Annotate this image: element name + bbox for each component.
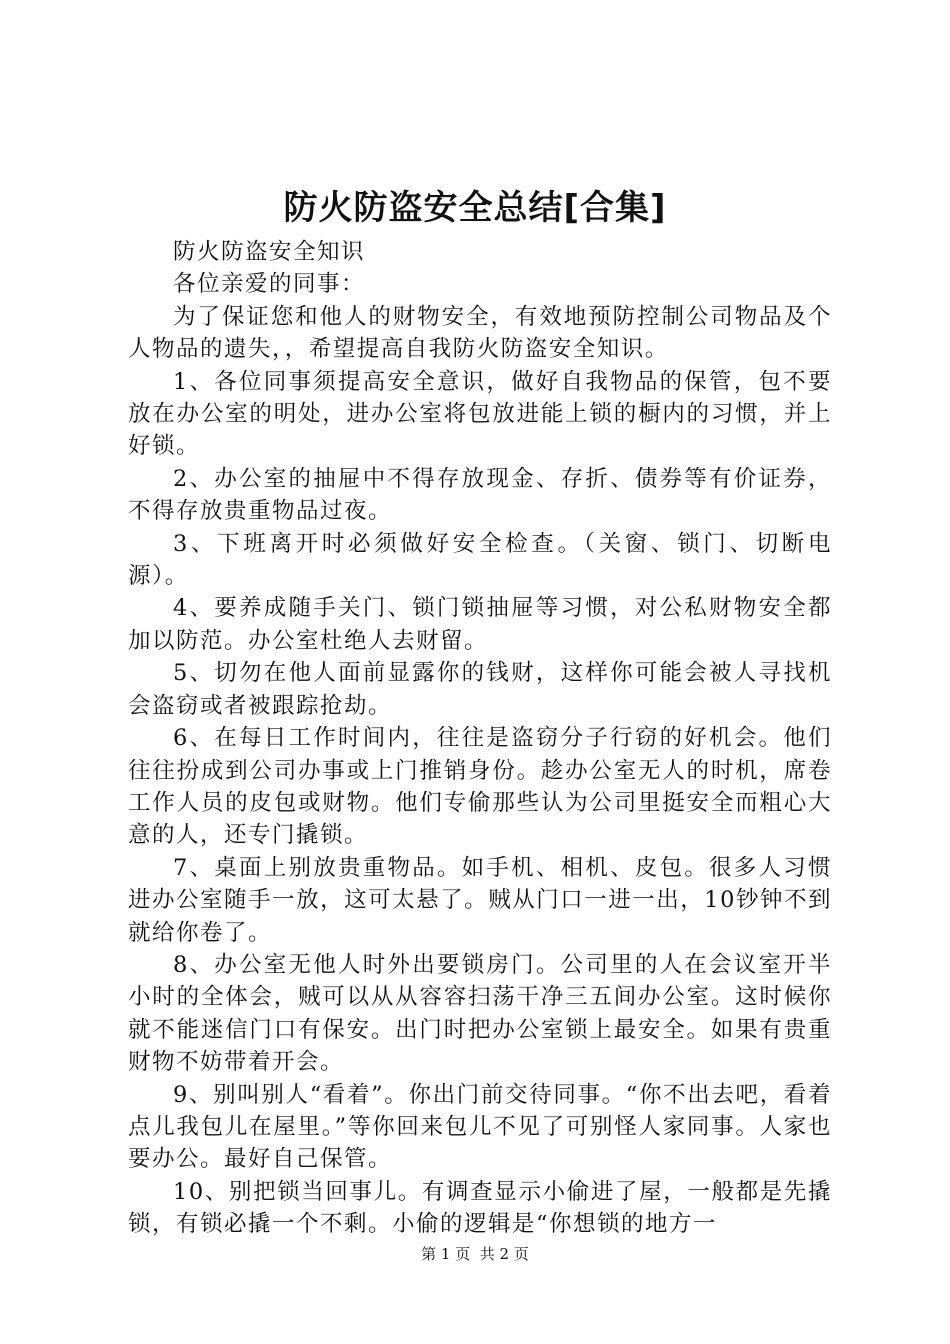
paragraph-item-7: 7、桌面上别放贵重物品。如手机、相机、皮包。很多人习惯进办公室随手一放，这可太悬了。贼从门口一进一出，10钞钟不到就给你卷了。 bbox=[128, 854, 832, 946]
paragraph-item-10: 10、别把锁当回事儿。有调查显示小偷进了屋，一般都是先撬锁，有锁必撬一个不剩。小偷的逻辑是“你想锁的地方一 bbox=[128, 1178, 832, 1238]
paragraph-item-9: 9、别叫别人“看着”。你出门前交待同事。“你不出去吧，看着点儿我包儿在屋里。”等你回来包儿不见了可别怪人家同事。人家也要办公。最好自己保管。 bbox=[128, 1081, 832, 1173]
paragraph-greeting: 各位亲爱的同事： bbox=[173, 271, 366, 298]
paragraph-item-2: 2、办公室的抽屉中不得存放现金、存折、债券等有价证券，不得存放贵重物品过夜。 bbox=[128, 465, 832, 525]
page-total: 共 2 页 bbox=[479, 1245, 529, 1263]
paragraph-item-8: 8、办公室无他人时外出要锁房门。公司里的人在会议室开半小时的全体会，贼可以从从容容扫荡干净三五间办公室。这时候你就不能迷信门口有保安。出门时把办公室锁上最安全。如果有贵重财物不妨带着开会。 bbox=[128, 951, 832, 1076]
paragraph-subtitle: 防火防盗安全知识 bbox=[173, 239, 366, 265]
paragraph-item-1: 1、各位同事须提高安全意识，做好自我物品的保管，包不要放在办公室的明处，进办公室将包放进能上锁的橱内的习惯，并上好锁。 bbox=[128, 368, 832, 460]
paragraph-item-3: 3、下班离开时必须做好安全检查。（关窗、锁门、切断电源）。 bbox=[128, 530, 832, 590]
page-footer bbox=[0, 1244, 950, 1264]
page-number: 第 1 页 bbox=[421, 1245, 471, 1263]
paragraph-item-4: 4、要养成随手关门、锁门锁抽屉等习惯，对公私财物安全都加以防范。办公室杜绝人去财留。 bbox=[128, 595, 832, 654]
paragraph-intro: 为了保证您和他人的财物安全，有效地预防控制公司物品及个人物品的遗失，，希望提高自我防火防盗安全知识。 bbox=[128, 303, 832, 363]
document-body bbox=[128, 236, 832, 1241]
paragraph-item-6: 6、在每日工作时间内，往往是盗窃分子行窃的好机会。他们往往扮成到公司办事或上门推销身份。趁办公室无人的时机，席卷工作人员的皮包或财物。他们专偷那些认为公司里挺安全而粗心大意的人，还专门撬锁。 bbox=[128, 725, 832, 849]
paragraph-item-5: 5、切勿在他人面前显露你的钱财，这样你可能会被人寻找机会盗窃或者被跟踪抢劫。 bbox=[128, 660, 832, 719]
document-title: 防火防盗安全总结[合集] bbox=[283, 188, 667, 228]
